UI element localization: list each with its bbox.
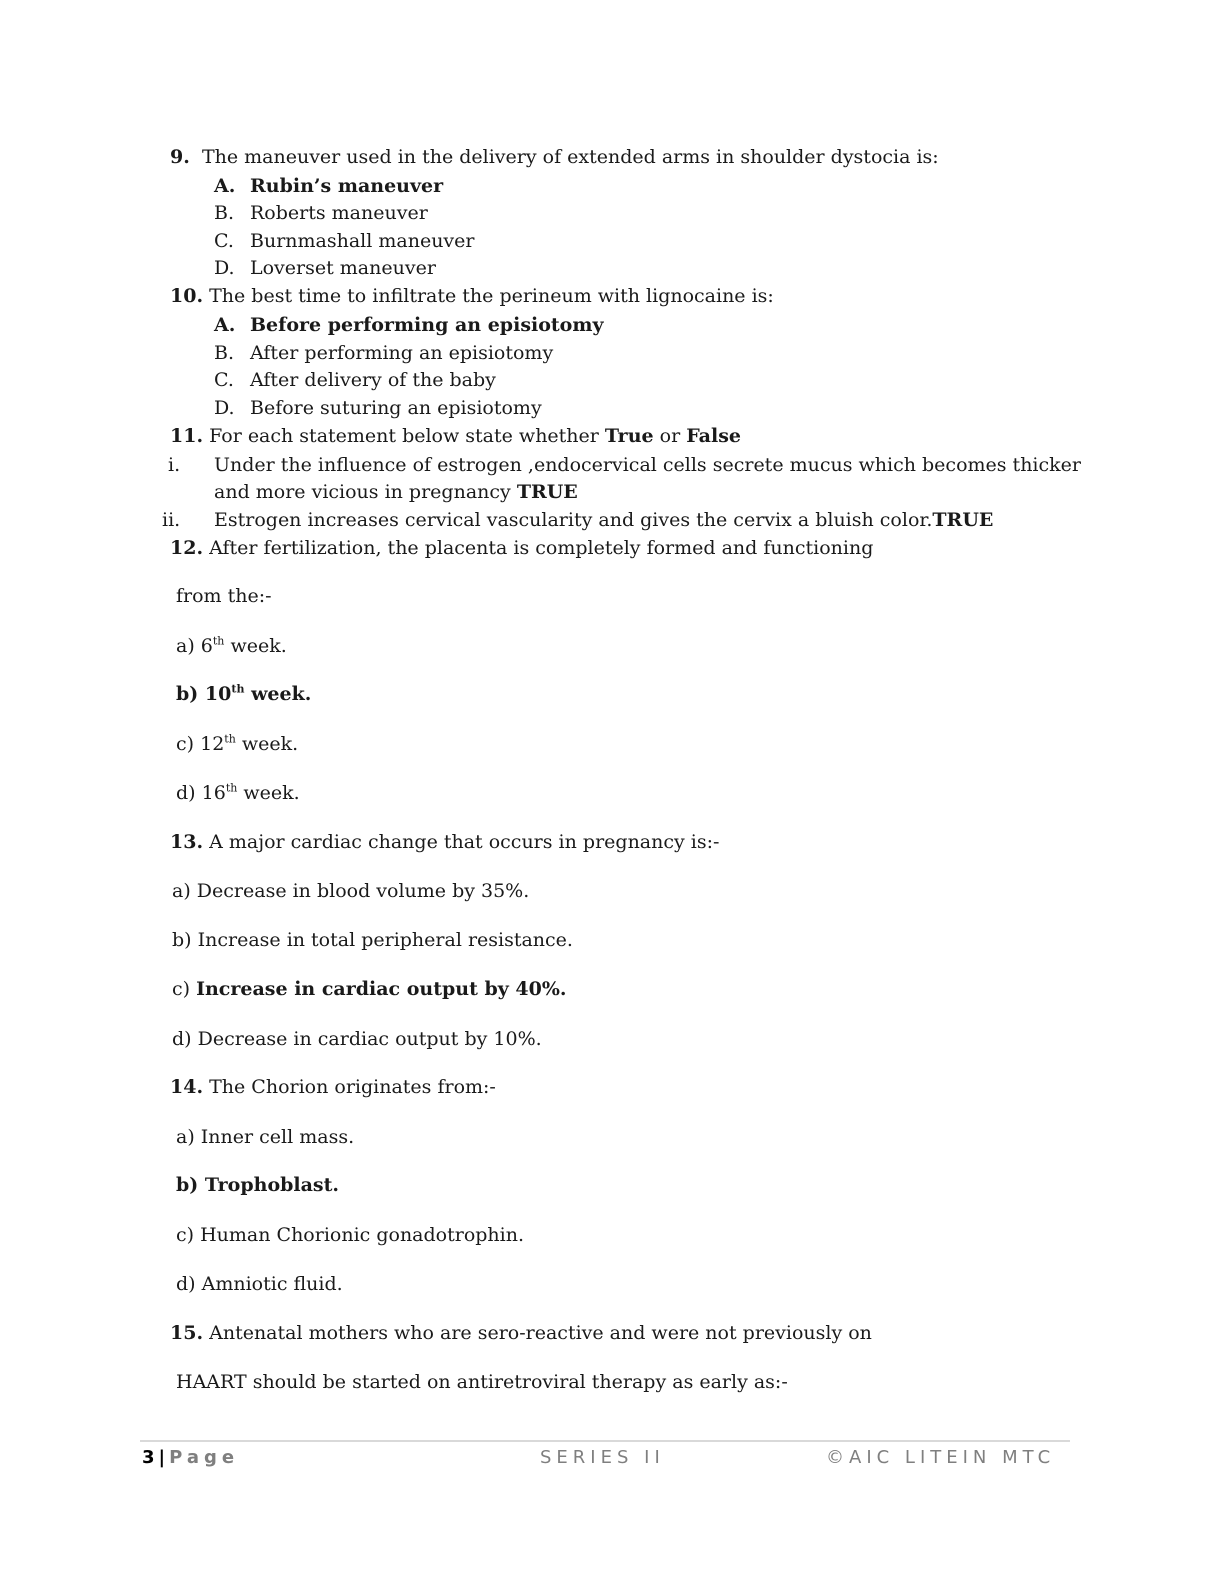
q9-option-b: [214, 201, 428, 225]
q10-option-a: [214, 313, 604, 337]
question-number: 11.: [170, 425, 204, 447]
statement-text: and more vicious in pregnancy: [214, 481, 511, 503]
option-number: 10: [204, 683, 232, 705]
option-label: c): [176, 733, 195, 755]
option-text: Increase in total peripheral resistance.: [197, 929, 573, 951]
ordinal-suffix: th: [224, 732, 236, 746]
question-10-stem: [170, 284, 774, 308]
option-text: week.: [241, 733, 299, 755]
option-text: Inner cell mass.: [200, 1126, 355, 1148]
false-word: False: [686, 425, 741, 447]
q10-option-d: [214, 396, 542, 420]
option-label: B.: [214, 202, 235, 224]
answer: TRUE: [516, 481, 578, 503]
option-label: a): [176, 635, 195, 657]
question-number: 12.: [170, 537, 204, 559]
option-label: D.: [214, 397, 235, 419]
question-text: The best time to infiltrate the perineum with lignocaine is:: [209, 285, 774, 307]
true-word: True: [604, 425, 654, 447]
option-label: A.: [214, 314, 236, 336]
option-label: b): [172, 929, 192, 951]
option-text: week.: [251, 683, 312, 705]
page-number: 3: [142, 1447, 155, 1468]
question-text: After fertilization, the placenta is completely formed and functioning: [209, 537, 874, 559]
question-11-stem: [170, 424, 741, 448]
question-15-stem: [170, 1321, 872, 1345]
question-14-stem: [170, 1075, 496, 1099]
question-15-stem-cont: HAART should be started on antiretroviral therapy as early as:-: [176, 1371, 788, 1393]
question-12-stem: [170, 536, 873, 560]
ordinal-suffix: th: [231, 682, 245, 696]
q12-option-c: [176, 732, 298, 756]
question-12-stem-cont: from the:-: [176, 585, 272, 607]
option-label: D.: [214, 257, 235, 279]
option-text: After delivery of the baby: [250, 369, 496, 391]
q12-option-a: [176, 634, 287, 658]
option-text: Decrease in blood volume by 35%.: [196, 880, 530, 902]
question-number: 10.: [170, 285, 204, 307]
option-label: d): [176, 1273, 196, 1295]
question-text: For each statement below state whether: [209, 425, 599, 447]
option-text: Before performing an episiotomy: [250, 314, 604, 336]
option-text: Roberts maneuver: [250, 202, 428, 224]
q13-option-b: [172, 928, 573, 952]
q9-option-d: [214, 256, 436, 280]
option-label: a): [176, 1126, 195, 1148]
option-label: B.: [214, 342, 235, 364]
option-text: Before suturing an episiotomy: [250, 397, 542, 419]
footer-series: SERIES II: [540, 1447, 665, 1468]
question-text: A major cardiac change that occurs in pregnancy is:-: [209, 831, 720, 853]
option-text: Rubin’s maneuver: [250, 175, 444, 197]
or-word: or: [659, 425, 681, 447]
q10-option-c: [214, 368, 496, 392]
footer-copyright: ©AIC LITEIN MTC: [826, 1447, 1056, 1468]
q14-option-b: [176, 1173, 339, 1197]
option-text: Trophoblast.: [204, 1174, 340, 1196]
option-label: a): [172, 880, 191, 902]
q14-option-a: [176, 1125, 354, 1149]
option-number: 12: [200, 733, 225, 755]
question-number: 15.: [170, 1322, 204, 1344]
q11-item-i-line1: Under the influence of estrogen ,endocervical cells secrete mucus which becomes thicker: [214, 454, 1081, 476]
question-13-stem: [170, 830, 719, 854]
option-text: Decrease in cardiac output by 10%.: [197, 1028, 542, 1050]
question-text: Antenatal mothers who are sero-reactive and were not previously on: [209, 1322, 872, 1344]
q14-option-d: [176, 1272, 343, 1296]
option-text: Burnmashall maneuver: [250, 230, 475, 252]
question-number: 14.: [170, 1076, 204, 1098]
statement-text: Estrogen increases cervical vascularity and gives the cervix a bluish color.: [214, 509, 933, 531]
ordinal-suffix: th: [212, 634, 225, 648]
option-text: Increase in cardiac output by 40%.: [196, 978, 567, 1000]
answer: TRUE: [932, 509, 994, 531]
q9-option-a: [214, 174, 443, 198]
q13-option-d: [172, 1027, 542, 1051]
q11-item-i-label: i.: [168, 454, 181, 476]
footer-divider: [140, 1440, 1070, 1442]
option-label: c): [172, 978, 191, 1000]
ordinal-suffix: th: [225, 781, 238, 795]
option-label: b): [176, 1174, 199, 1196]
question-text: The maneuver used in the delivery of extended arms in shoulder dystocia is:: [201, 146, 939, 168]
q14-option-c: [176, 1223, 524, 1247]
q11-item-ii-line1: [214, 508, 993, 532]
option-text: After performing an episiotomy: [250, 342, 554, 364]
q12-option-d: [176, 781, 300, 805]
option-label: A.: [214, 175, 236, 197]
page-separator: |: [158, 1447, 166, 1468]
option-number: 16: [201, 782, 226, 804]
q13-option-c: [172, 977, 567, 1001]
option-text: week.: [230, 635, 287, 657]
q12-option-b: [176, 682, 311, 706]
question-9-stem: [170, 145, 939, 169]
q9-option-c: [214, 229, 475, 253]
option-label: C.: [214, 230, 234, 252]
q11-item-i-line2: [214, 480, 578, 504]
footer-page-number: [142, 1447, 239, 1471]
option-text: week.: [243, 782, 300, 804]
option-label: d): [176, 782, 196, 804]
option-text: Loverset maneuver: [250, 257, 436, 279]
q13-option-a: [172, 879, 529, 903]
question-number: 13.: [170, 831, 204, 853]
page-word: Page: [169, 1447, 240, 1468]
question-number: 9.: [170, 146, 190, 168]
option-label: C.: [214, 369, 234, 391]
option-label: d): [172, 1028, 192, 1050]
q11-item-ii-label: ii.: [162, 509, 181, 531]
q10-option-b: [214, 341, 553, 365]
option-label: c): [176, 1224, 195, 1246]
option-label: b): [176, 683, 199, 705]
option-text: Human Chorionic gonadotrophin.: [200, 1224, 525, 1246]
question-text: The Chorion originates from:-: [209, 1076, 496, 1098]
option-text: Amniotic fluid.: [201, 1273, 343, 1295]
option-number: 6: [200, 635, 213, 657]
